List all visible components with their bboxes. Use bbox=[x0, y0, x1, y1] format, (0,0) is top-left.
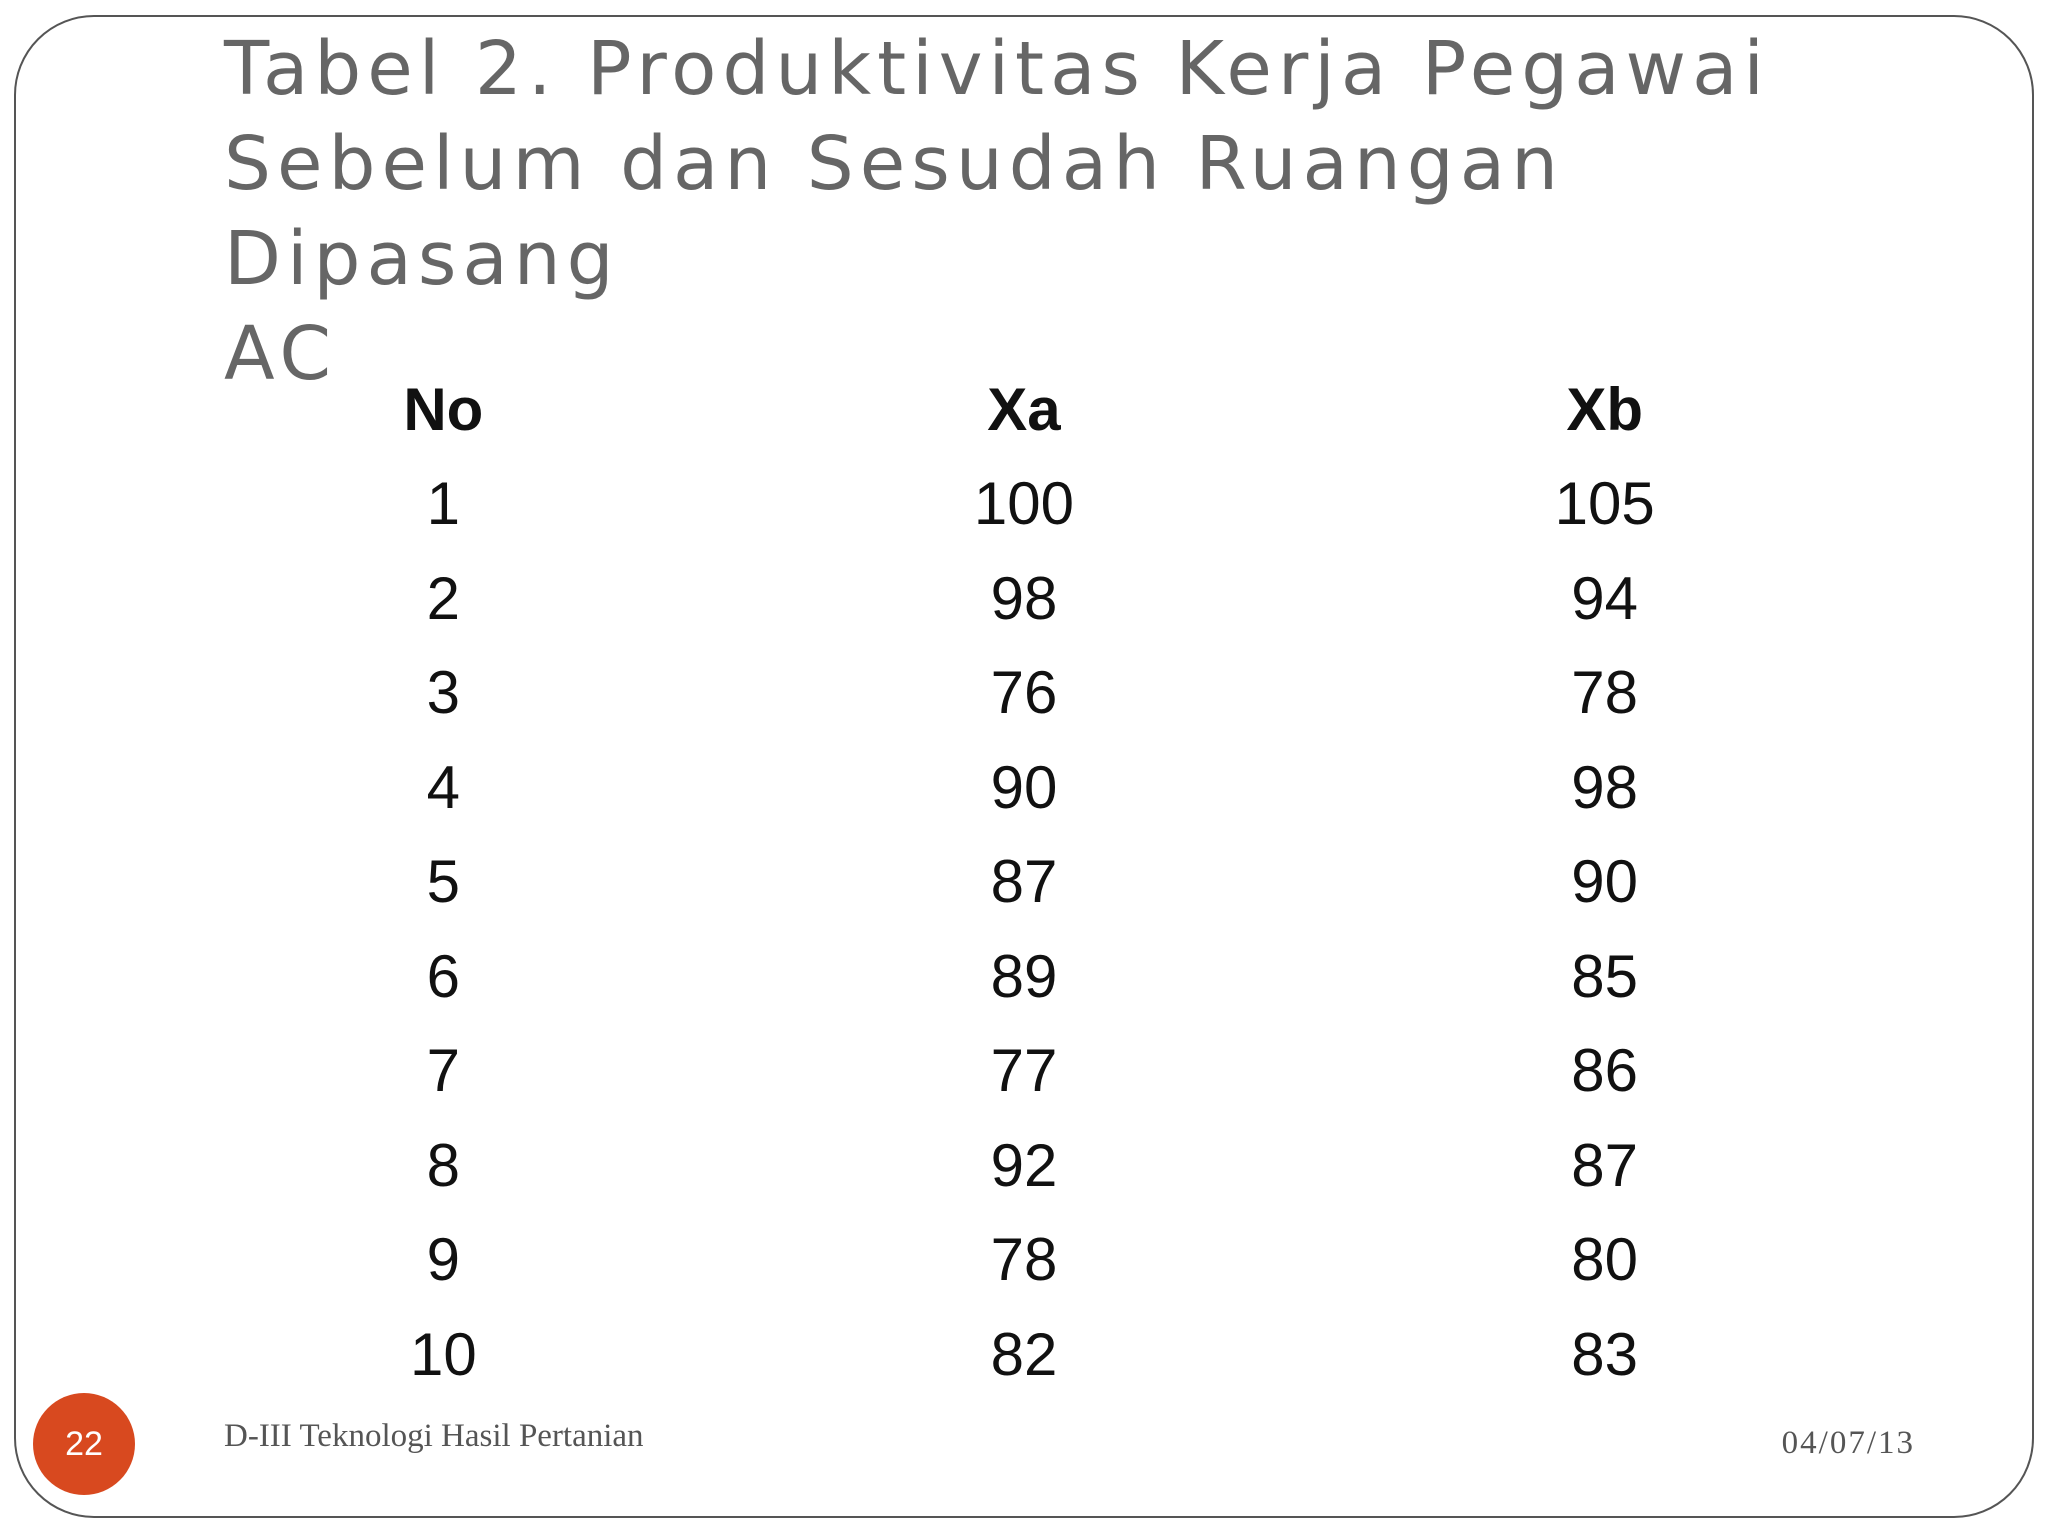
table-row bbox=[153, 457, 1895, 552]
cell-xb: 78 bbox=[1571, 659, 1639, 727]
cell-xa: 77 bbox=[990, 1037, 1058, 1105]
cell-no: 6 bbox=[426, 942, 461, 1010]
cell-xa: 89 bbox=[990, 942, 1058, 1010]
cell-xa: 78 bbox=[990, 1226, 1058, 1294]
table-row bbox=[153, 1307, 1895, 1402]
table-row bbox=[153, 646, 1895, 741]
cell-no: 5 bbox=[426, 848, 461, 916]
table-row bbox=[153, 551, 1895, 646]
header-no: No bbox=[403, 375, 484, 443]
cell-xa: 98 bbox=[990, 564, 1058, 632]
table-row bbox=[153, 929, 1895, 1024]
title-line-2: Sebelum dan Sesudah Ruangan Dipasang bbox=[224, 121, 1564, 302]
cell-xb: 90 bbox=[1571, 848, 1639, 916]
cell-xa: 87 bbox=[990, 848, 1058, 916]
cell-no: 7 bbox=[426, 1037, 461, 1105]
cell-xa: 90 bbox=[990, 753, 1058, 821]
cell-no: 1 bbox=[426, 470, 461, 538]
cell-xb: 80 bbox=[1571, 1226, 1639, 1294]
cell-no: 10 bbox=[409, 1320, 477, 1388]
title-line-3: AC bbox=[224, 311, 337, 397]
cell-no: 9 bbox=[426, 1226, 461, 1294]
header-xb: Xb bbox=[1566, 375, 1643, 443]
table-row bbox=[153, 1213, 1895, 1308]
table-row bbox=[153, 835, 1895, 930]
table-row bbox=[153, 1024, 1895, 1119]
cell-xa: 92 bbox=[990, 1131, 1058, 1199]
cell-xb: 98 bbox=[1571, 753, 1639, 821]
cell-xb: 87 bbox=[1571, 1131, 1639, 1199]
cell-xb: 83 bbox=[1571, 1320, 1639, 1388]
cell-no: 8 bbox=[426, 1131, 461, 1199]
table-header-row bbox=[153, 362, 1895, 457]
productivity-table bbox=[153, 362, 1895, 1402]
footer-label: D-III Teknologi Hasil Pertanian bbox=[224, 1418, 644, 1454]
table-row bbox=[153, 740, 1895, 835]
cell-xb: 105 bbox=[1554, 470, 1655, 538]
cell-no: 2 bbox=[426, 564, 461, 632]
cell-no: 3 bbox=[426, 659, 461, 727]
table-row bbox=[153, 1118, 1895, 1213]
cell-xb: 85 bbox=[1571, 942, 1639, 1010]
cell-xb: 86 bbox=[1571, 1037, 1639, 1105]
cell-xa: 100 bbox=[973, 470, 1075, 538]
cell-xb: 94 bbox=[1571, 564, 1639, 632]
footer-date: 04/07/13 bbox=[1781, 1425, 1915, 1461]
page-number-badge: 22 bbox=[33, 1393, 135, 1495]
cell-xa: 76 bbox=[990, 659, 1058, 727]
slide-title bbox=[224, 22, 1944, 402]
title-line-1: Tabel 2. Produktivitas Kerja Pegawai bbox=[224, 26, 1770, 112]
cell-xa: 82 bbox=[990, 1320, 1058, 1388]
cell-no: 4 bbox=[426, 753, 461, 821]
header-xa: Xa bbox=[987, 375, 1061, 443]
